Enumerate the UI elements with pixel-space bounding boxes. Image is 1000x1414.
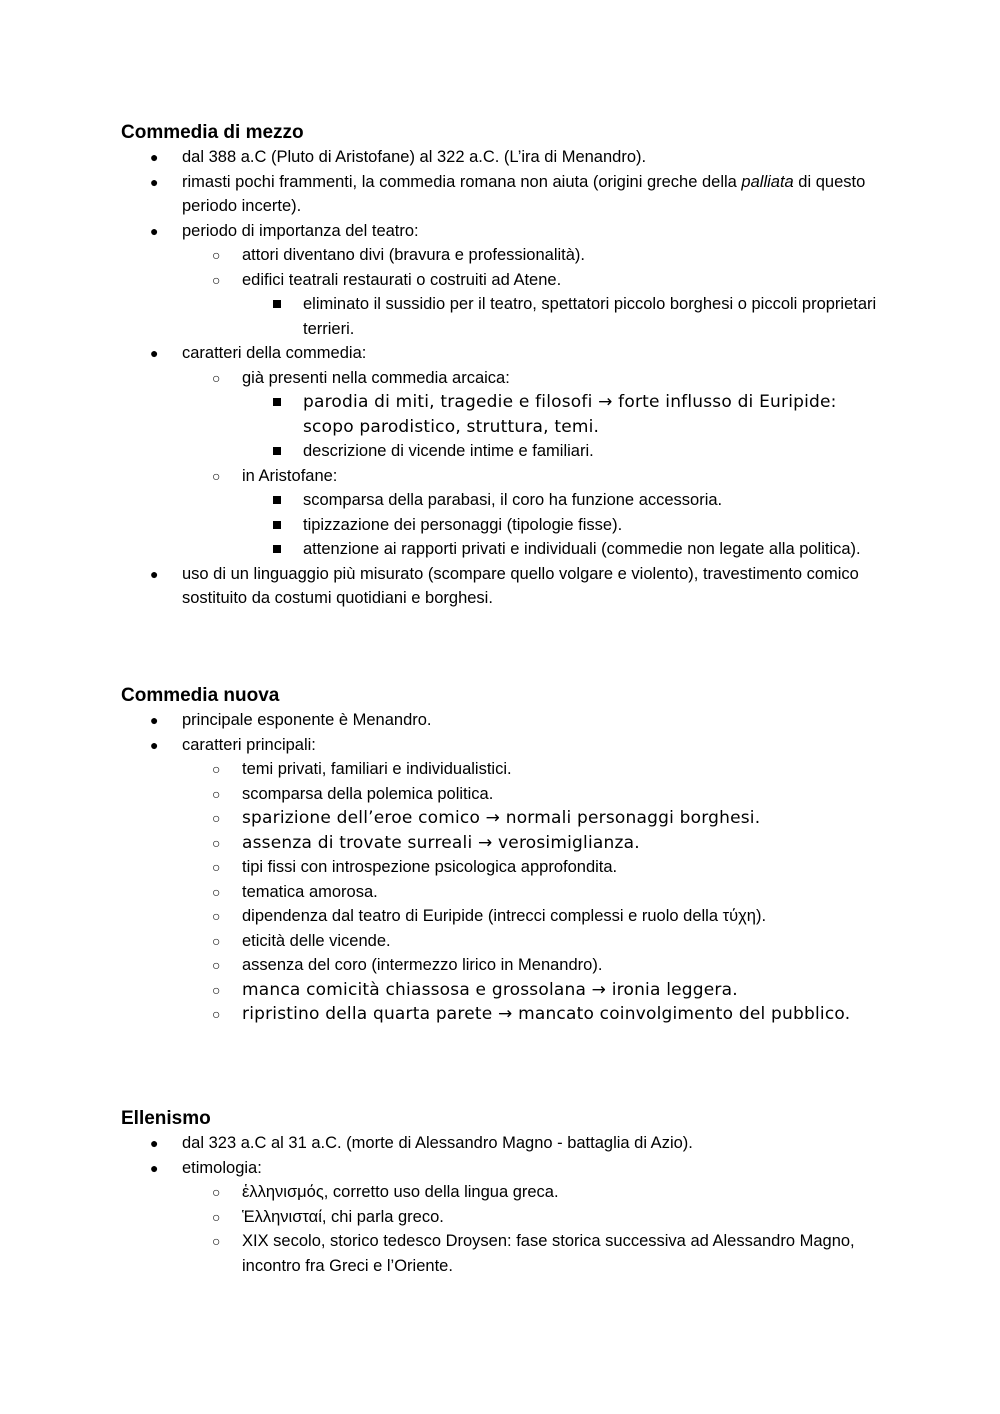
list-item: parodia di miti, tragedie e filosofi → forte influsso di Euripide: scopo parodistico, struttura, temi. — [121, 390, 891, 439]
bullet-disc-icon: ● — [150, 1135, 159, 1151]
list-item: ○ ἑλληνισμός, corretto uso della lingua greca. — [121, 1180, 891, 1205]
bullet-disc-icon: ● — [150, 345, 159, 361]
list-item: attenzione ai rapporti privati e individuali (commedie non legate alla politica). — [121, 537, 891, 562]
list-item: ○ dipendenza dal teatro di Euripide (intrecci complessi e ruolo della τύχη). — [121, 904, 891, 929]
bullet-square-icon — [273, 496, 281, 504]
list-item: ○ temi privati, familiari e individualistici. — [121, 757, 891, 782]
bullet-circle-icon: ○ — [212, 932, 221, 949]
bullet-circle-icon: ○ — [212, 883, 221, 900]
bullet-circle-icon: ○ — [212, 1208, 221, 1225]
list-item: ● uso di un linguaggio più misurato (scompare quello volgare e violento), travestimento comico sostituito da costumi quotidiani e borghesi. — [121, 562, 891, 611]
list-item: ○ assenza del coro (intermezzo lirico in Menandro). — [121, 953, 891, 978]
list-item: ○ manca comicità chiassosa e grossolana → ironia leggera. — [121, 978, 891, 1003]
bullet-circle-icon: ○ — [212, 247, 221, 263]
bullet-disc-icon: ● — [150, 149, 159, 165]
bullet-square-icon — [273, 545, 281, 553]
bullet-disc-icon: ● — [150, 736, 159, 753]
list-item: ● caratteri principali: — [121, 733, 891, 758]
italic-term: palliata — [741, 172, 794, 191]
list-item: ○ ripristino della quarta parete → mancato coinvolgimento del pubblico. — [121, 1002, 891, 1027]
bullet-square-icon — [273, 300, 281, 308]
section-ellenismo — [121, 1107, 891, 1278]
list-item: ○ in Aristofane: — [121, 464, 891, 489]
list-item: ○ sparizione dell’eroe comico → normali personaggi borghesi. — [121, 806, 891, 831]
list-item: ○ tipi fissi con introspezione psicologica approfondita. — [121, 855, 891, 880]
bullet-square-icon — [273, 447, 281, 455]
section-heading: Commedia nuova — [121, 685, 280, 706]
section-heading: Ellenismo — [121, 1108, 211, 1129]
bullet-circle-icon: ○ — [212, 369, 221, 386]
bullet-disc-icon: ● — [150, 712, 159, 728]
bullet-disc-icon: ● — [150, 173, 159, 190]
bullet-circle-icon: ○ — [212, 785, 221, 802]
list-item: ○ edifici teatrali restaurati o costruiti ad Atene. — [121, 268, 891, 293]
bullet-list — [121, 145, 891, 611]
list-item: ○ XIX secolo, storico tedesco Droysen: fase storica successiva ad Alessandro Magno, incontro fra Greci e l’Oriente. — [121, 1229, 891, 1278]
bullet-list — [121, 708, 891, 1027]
bullet-circle-icon: ○ — [212, 908, 221, 924]
list-item: ○ assenza di trovate surreali → verosimiglianza. — [121, 831, 891, 856]
list-item: ● principale esponente è Menandro. — [121, 708, 891, 733]
bullet-circle-icon: ○ — [212, 859, 221, 875]
list-item: ○ Ἑλληνισταί, chi parla greco. — [121, 1205, 891, 1230]
bullet-circle-icon: ○ — [212, 981, 221, 998]
section-commedia-di-mezzo — [121, 121, 891, 611]
list-item: tipizzazione dei personaggi (tipologie fisse). — [121, 513, 891, 538]
bullet-circle-icon: ○ — [212, 467, 221, 484]
bullet-circle-icon: ○ — [212, 1233, 221, 1249]
bullet-circle-icon: ○ — [212, 1184, 221, 1200]
list-item: scomparsa della parabasi, il coro ha funzione accessoria. — [121, 488, 891, 513]
bullet-circle-icon: ○ — [212, 834, 221, 851]
list-item: ○ attori diventano divi (bravura e professionalità). — [121, 243, 891, 268]
list-item: ● periodo di importanza del teatro: — [121, 219, 891, 244]
bullet-disc-icon: ● — [150, 222, 159, 239]
list-item: eliminato il sussidio per il teatro, spettatori piccolo borghesi o piccoli proprietari terrieri. — [121, 292, 891, 341]
section-heading: Commedia di mezzo — [121, 122, 304, 143]
bullet-list — [121, 1131, 891, 1278]
list-item: ○ già presenti nella commedia arcaica: — [121, 366, 891, 391]
list-item: ● dal 323 a.C al 31 a.C. (morte di Alessandro Magno - battaglia di Azio). — [121, 1131, 891, 1156]
list-item: descrizione di vicende intime e familiari. — [121, 439, 891, 464]
list-item: ○ tematica amorosa. — [121, 880, 891, 905]
bullet-disc-icon: ● — [150, 1159, 159, 1176]
bullet-circle-icon: ○ — [212, 761, 221, 777]
bullet-square-icon — [273, 398, 281, 406]
list-item: ○ eticità delle vicende. — [121, 929, 891, 954]
bullet-circle-icon: ○ — [212, 957, 221, 973]
bullet-square-icon — [273, 521, 281, 529]
list-item: ● rimasti pochi frammenti, la commedia romana non aiuta (origini greche della palliata di questo periodo incerte). — [121, 170, 891, 219]
bullet-circle-icon: ○ — [212, 810, 221, 826]
list-item: ● etimologia: — [121, 1156, 891, 1181]
bullet-circle-icon: ○ — [212, 1006, 221, 1022]
list-item: ● caratteri della commedia: — [121, 341, 891, 366]
section-commedia-nuova — [121, 684, 891, 1027]
list-item: ● dal 388 a.C (Pluto di Aristofane) al 322 a.C. (L’ira di Menandro). — [121, 145, 891, 170]
bullet-circle-icon: ○ — [212, 271, 221, 288]
bullet-disc-icon: ● — [150, 565, 159, 582]
list-item: ○ scomparsa della polemica politica. — [121, 782, 891, 807]
